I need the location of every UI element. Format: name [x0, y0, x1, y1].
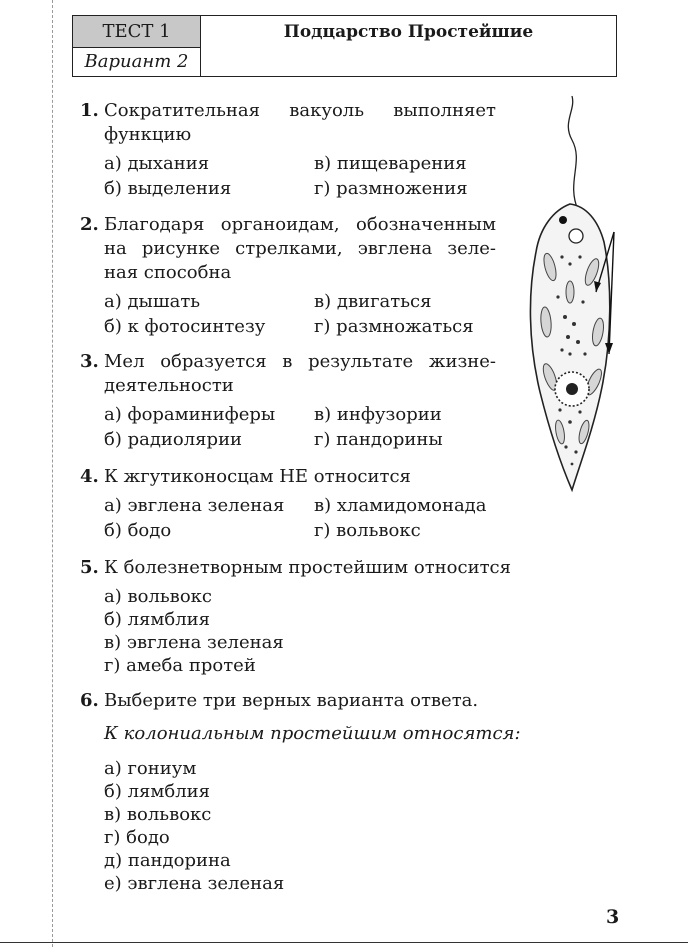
- options: [104, 402, 496, 452]
- option[interactable]: в) инфузории: [314, 404, 442, 425]
- option[interactable]: а) дышать: [104, 291, 201, 312]
- question-text: на рисунке стрелками, эвглена зеле-: [104, 238, 496, 259]
- question-4: [80, 465, 487, 543]
- option[interactable]: б) лямблия: [104, 609, 210, 630]
- option[interactable]: г) вольвокс: [314, 520, 421, 541]
- flagellum: [568, 96, 578, 210]
- option[interactable]: в) эвглена зеленая: [104, 632, 284, 653]
- question-text: ная способна: [104, 262, 232, 283]
- option[interactable]: б) к фотосинтезу: [104, 316, 266, 337]
- option[interactable]: а) эвглена зеленая: [104, 495, 285, 516]
- question-1: [80, 99, 496, 201]
- option[interactable]: а) гониум: [104, 758, 197, 779]
- question-2: [80, 213, 496, 339]
- question-text: Выберите три верных варианта ответа.: [104, 690, 479, 711]
- question-6: [80, 689, 521, 895]
- option[interactable]: д) пандорина: [104, 850, 231, 871]
- option[interactable]: а) дыхания: [104, 153, 210, 174]
- question-text: функцию: [104, 124, 192, 145]
- options: [104, 757, 521, 895]
- question-number: 1.: [80, 100, 99, 121]
- option[interactable]: б) выделения: [104, 178, 232, 199]
- test-header: [72, 15, 617, 77]
- page-number: 3: [606, 906, 620, 928]
- question-number: 4.: [80, 466, 99, 487]
- options: [104, 585, 511, 677]
- eyespot: [559, 216, 567, 224]
- options: [104, 493, 487, 543]
- question-text: Мел образуется в результате жизне-: [104, 351, 496, 372]
- question-5: [80, 556, 511, 677]
- question-text: К жгутиконосцам НЕ относится: [104, 466, 411, 487]
- test-label: ТЕСТ 1: [73, 16, 201, 48]
- vacuole: [569, 229, 583, 243]
- question-text: К болезнетворным простейшим относится: [104, 557, 511, 578]
- cut-line: [52, 0, 53, 947]
- option[interactable]: г) размножения: [314, 178, 468, 199]
- option[interactable]: е) эвглена зеленая: [104, 873, 285, 894]
- option[interactable]: г) амеба протей: [104, 655, 256, 676]
- question-text: Благодаря органоидам, обозначенным: [104, 214, 496, 235]
- option[interactable]: г) бодо: [104, 827, 170, 848]
- page-bottom-rule: [0, 942, 688, 943]
- option[interactable]: в) хламидомонада: [314, 495, 487, 516]
- question-number: 6.: [80, 690, 99, 711]
- option[interactable]: в) двигаться: [314, 291, 432, 312]
- option[interactable]: б) радиолярии: [104, 429, 243, 450]
- question-3: [80, 350, 496, 452]
- question-subtitle: К колониальным простейшим относятся:: [104, 723, 521, 744]
- option[interactable]: б) бодо: [104, 520, 172, 541]
- variant-label: Вариант 2: [73, 48, 201, 76]
- question-text: деятельности: [104, 375, 234, 396]
- option[interactable]: а) вольвокс: [104, 586, 212, 607]
- option[interactable]: г) размножаться: [314, 316, 474, 337]
- question-number: 5.: [80, 557, 99, 578]
- option[interactable]: г) пандорины: [314, 429, 443, 450]
- cell-body: [530, 204, 609, 490]
- option[interactable]: в) пищеварения: [314, 153, 467, 174]
- nucleolus: [566, 383, 578, 395]
- options: [104, 151, 496, 201]
- page-title: Подцарство Простейшие: [283, 22, 534, 42]
- question-text: Сократительная вакуоль выполняет: [104, 100, 496, 121]
- question-number: 3.: [80, 351, 99, 372]
- option[interactable]: б) лямблия: [104, 781, 210, 802]
- question-number: 2.: [80, 214, 99, 235]
- chloroplast: [566, 281, 574, 303]
- options: [104, 289, 496, 339]
- option[interactable]: а) фораминиферы: [104, 404, 276, 425]
- option[interactable]: в) вольвокс: [104, 804, 212, 825]
- euglena-illustration: [510, 92, 640, 497]
